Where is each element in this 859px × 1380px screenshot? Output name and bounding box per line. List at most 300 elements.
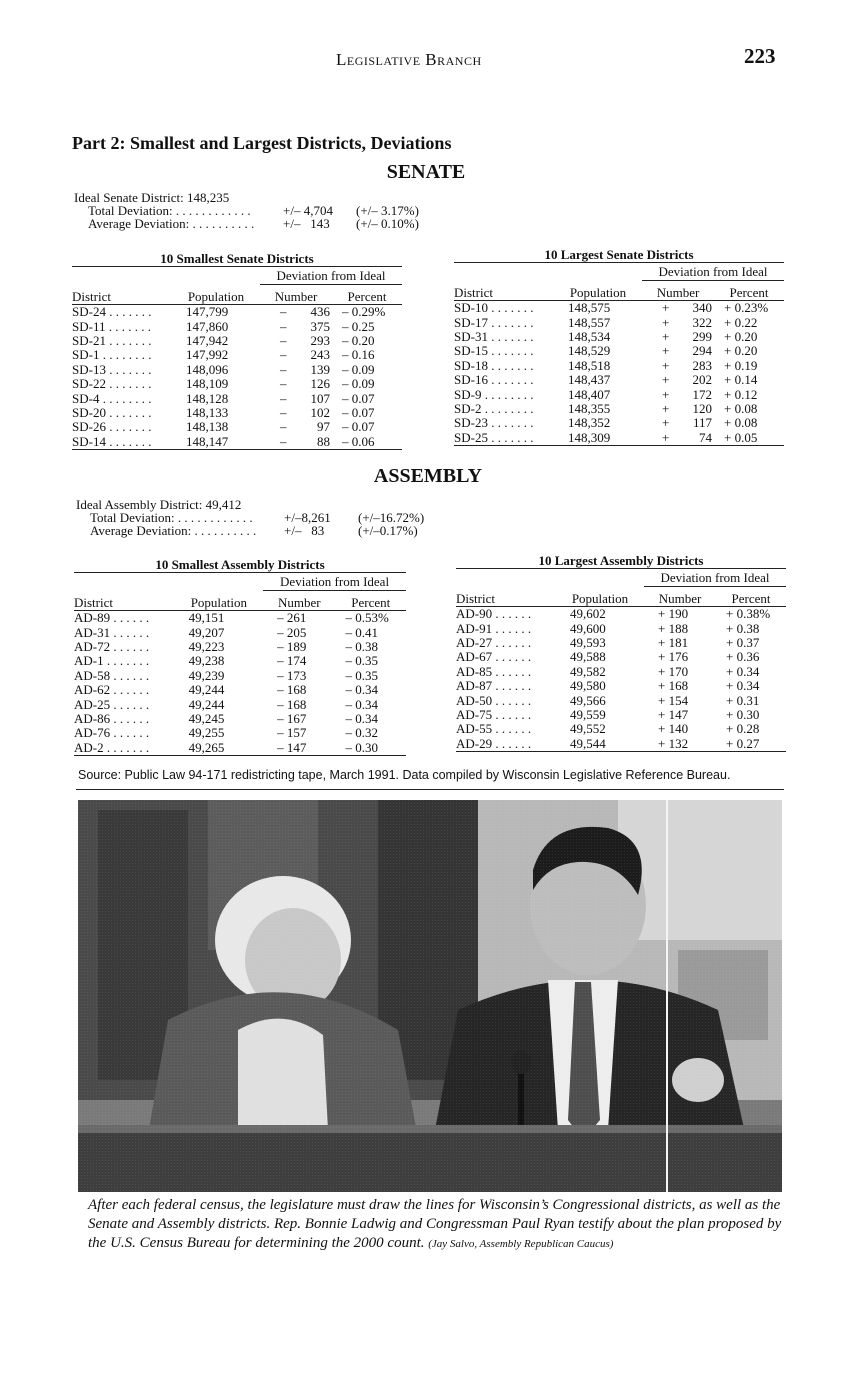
percent: (+/– 3.17%) (356, 203, 419, 218)
photo-caption (88, 1196, 788, 1254)
assembly-smallest-table (74, 572, 406, 756)
table-row (74, 741, 406, 756)
table-row (454, 416, 784, 430)
table-row (72, 420, 402, 434)
number-cell (642, 301, 714, 316)
assembly-average-deviation (76, 524, 436, 537)
population: 148,096 (186, 361, 229, 377)
table-row (456, 693, 786, 707)
percent: + 0.37 (726, 634, 760, 650)
percent: + 0.08 (724, 400, 758, 416)
header-spacer (74, 573, 175, 591)
population: 49,580 (570, 678, 606, 694)
col-percent: Percent (716, 587, 786, 607)
number-cell (260, 348, 332, 362)
number: 117 (692, 415, 712, 431)
district: AD-2 . . . . . . . (74, 741, 175, 756)
table-row (456, 737, 786, 752)
population: 49,244 (188, 682, 225, 698)
percent: + 0.30 (726, 706, 760, 722)
assembly-largest-title: 10 Largest Assembly Districts (538, 553, 704, 568)
district: AD-27 . . . . . . (456, 634, 532, 650)
population: 49,223 (188, 638, 225, 654)
district: SD-21 . . . . . . . (72, 332, 152, 348)
part-title: Part 2: Smallest and Largest Districts, Deviations (72, 133, 452, 153)
percent: – 0.34 (345, 696, 379, 712)
number-cell (642, 387, 714, 401)
district: AD-72 . . . . . . (74, 638, 150, 654)
table-row (74, 640, 406, 654)
number: 375 (310, 318, 330, 334)
table-row (456, 679, 786, 693)
percent: + 0.20 (724, 328, 758, 344)
number-cell (260, 363, 332, 377)
sign: – (280, 304, 287, 320)
population: 49,245 (188, 710, 225, 726)
number: + 190 (658, 606, 689, 622)
number-cell (260, 377, 332, 391)
value: +/– 4,704 (283, 203, 333, 218)
population: 147,860 (186, 318, 229, 334)
number: + 147 (658, 706, 689, 722)
population: 148,355 (568, 400, 611, 416)
number: – 261 (277, 610, 307, 626)
assembly-ideal-district: Ideal Assembly District: 49,412 (76, 497, 242, 512)
number-cell (642, 315, 714, 329)
table-row (454, 315, 784, 329)
population: 148,147 (172, 435, 260, 450)
number-cell (642, 344, 714, 358)
sign: – (280, 361, 287, 377)
percent: – 0.07 (342, 390, 375, 406)
value: +/– 143 (283, 216, 330, 231)
district: AD-58 . . . . . . (74, 667, 150, 683)
number: 202 (692, 372, 712, 388)
table-row (72, 391, 402, 405)
sign: – (280, 347, 287, 363)
percent: + 0.08 (724, 415, 758, 431)
number: 172 (692, 386, 712, 402)
assembly-heading: ASSEMBLY (373, 465, 483, 487)
population: 49,265 (175, 741, 264, 756)
sign: – (280, 376, 287, 392)
district: SD-17 . . . . . . . (454, 314, 534, 330)
table-row (72, 363, 402, 377)
running-header: Legislative Branch (336, 50, 482, 69)
table-row (456, 665, 786, 679)
table-row (454, 344, 784, 358)
number: 293 (310, 332, 330, 348)
sign: + (662, 372, 670, 388)
district: SD-25 . . . . . . . (454, 431, 554, 446)
photo-illustration (78, 800, 782, 1192)
number-cell (260, 406, 332, 420)
page-number: 223 (744, 44, 776, 68)
percent: + 0.22 (724, 314, 758, 330)
district: AD-90 . . . . . . (456, 606, 532, 622)
sign: + (662, 314, 670, 330)
number: 139 (310, 361, 330, 377)
percent: + 0.23% (724, 300, 769, 316)
population: 49,582 (570, 663, 606, 679)
col-percent: Percent (714, 281, 784, 301)
percent: – 0.35 (345, 653, 379, 669)
percent: – 0.07 (342, 419, 375, 435)
number: – 157 (277, 725, 307, 741)
district: SD-18 . . . . . . . (454, 357, 534, 373)
percent: – 0.25 (342, 318, 375, 334)
number-cell (260, 334, 332, 348)
district: AD-55 . . . . . . (456, 721, 532, 737)
table-row (454, 387, 784, 401)
header-spacer (556, 569, 644, 587)
number: + 181 (658, 634, 689, 650)
value: +/–8,261 (284, 510, 331, 525)
population: 148,128 (186, 390, 229, 406)
number: 102 (310, 404, 330, 420)
district: SD-2 . . . . . . . . (454, 400, 534, 416)
population: 49,151 (188, 610, 225, 626)
district: SD-15 . . . . . . . (454, 343, 534, 359)
number: + 170 (658, 663, 689, 679)
district: SD-9 . . . . . . . . (454, 386, 534, 402)
header-spacer (175, 573, 264, 591)
population: 148,437 (568, 372, 611, 388)
number: + 154 (658, 692, 689, 708)
number: – 147 (263, 741, 335, 756)
sign: + (662, 415, 670, 431)
population: 148,575 (568, 300, 611, 316)
district: SD-22 . . . . . . . (72, 376, 152, 392)
population: 49,600 (570, 620, 606, 636)
district: SD-11 . . . . . . . (72, 318, 151, 334)
percent: – 0.38 (345, 638, 379, 654)
population: 49,602 (570, 606, 606, 622)
number: – 189 (277, 638, 307, 654)
col-population: Population (172, 285, 260, 305)
population: 148,138 (186, 419, 229, 435)
senate-smallest-table (72, 266, 402, 450)
number: – 205 (277, 624, 307, 640)
table-row (454, 402, 784, 416)
population: 147,942 (186, 332, 229, 348)
district: AD-1 . . . . . . . (74, 653, 150, 669)
caption-credit: (Jay Salvo, Assembly Republican Caucus) (428, 1238, 614, 1250)
population: 49,239 (188, 667, 225, 683)
percent: + 0.28 (726, 721, 760, 737)
population: 148,534 (568, 328, 611, 344)
percent: – 0.29% (342, 304, 386, 320)
senate-ideal-block (74, 191, 434, 230)
sign: – (280, 318, 287, 334)
population: 148,557 (568, 314, 611, 330)
district: AD-62 . . . . . . (74, 682, 150, 698)
table-row (454, 431, 784, 446)
percent: – 0.32 (345, 725, 379, 741)
assembly-ideal-block (76, 498, 436, 537)
population: 49,255 (188, 725, 225, 741)
district: SD-23 . . . . . . . (454, 415, 534, 431)
percent: + 0.34 (726, 678, 760, 694)
number-cell (642, 431, 714, 446)
header-spacer (454, 263, 554, 281)
number: + 132 (644, 737, 716, 752)
deviation-header: Deviation from Ideal (642, 263, 784, 281)
col-percent: Percent (332, 285, 402, 305)
number: – 167 (277, 710, 307, 726)
table-row (74, 697, 406, 711)
percent: – 0.09 (342, 361, 375, 377)
label: Total Deviation: . . . . . . . . . . . . (90, 510, 253, 525)
table-row (456, 650, 786, 664)
number: 294 (692, 343, 712, 359)
table-row (74, 669, 406, 683)
col-percent: Percent (336, 591, 406, 611)
district: SD-4 . . . . . . . . (72, 390, 152, 406)
header-spacer (456, 569, 556, 587)
assembly-smallest-title: 10 Smallest Assembly Districts (155, 557, 325, 572)
number: 322 (692, 314, 712, 330)
label: Average Deviation: . . . . . . . . . . (88, 216, 255, 231)
header-spacer (72, 267, 172, 285)
number: 97 (317, 419, 330, 435)
district: SD-13 . . . . . . . (72, 361, 152, 377)
table-row (72, 348, 402, 362)
sign: + (662, 300, 670, 316)
caption-text: After each federal census, the legislature must draw the lines for Wisconsin’s Congressional districts, as well as the Senate and Assembly districts. Rep. Bonnie Ladwig and Congressman Paul Ryan testify about the plan proposed by the U.S. Census Bureau for determining the 2000 count. (88, 1197, 782, 1251)
percent: + 0.38 (726, 620, 760, 636)
population: 148,109 (186, 376, 229, 392)
population: 148,352 (568, 415, 611, 431)
col-population: Population (554, 281, 642, 301)
senate-largest-title: 10 Largest Senate Districts (544, 247, 694, 262)
number: – 168 (277, 696, 307, 712)
district: AD-25 . . . . . . (74, 696, 150, 712)
district: SD-16 . . . . . . . (454, 372, 534, 388)
source-note: Source: Public Law 94-171 redistricting tape, March 1991. Data compiled by Wisconsin Legislative Reference Bureau. (78, 768, 731, 782)
table-row (72, 435, 402, 450)
col-district: District (456, 587, 556, 607)
senate-ideal-district: Ideal Senate District: 148,235 (74, 190, 230, 205)
sign: + (662, 429, 670, 445)
percent: – 0.53% (345, 610, 389, 626)
district: SD-31 . . . . . . . (454, 328, 534, 344)
table-row (72, 305, 402, 320)
population: 148,518 (568, 357, 611, 373)
percent: + 0.05 (714, 431, 784, 446)
percent: + 0.14 (724, 372, 758, 388)
table-row (454, 330, 784, 344)
senate-largest-table (454, 262, 784, 446)
table-row (454, 301, 784, 316)
table-row (74, 683, 406, 697)
percent: (+/– 0.10%) (356, 216, 419, 231)
table-row (74, 726, 406, 740)
col-number: Number (644, 587, 716, 607)
percent: + 0.36 (726, 649, 760, 665)
deviation-header: Deviation from Ideal (644, 569, 786, 587)
population: 148,529 (568, 343, 611, 359)
percent: + 0.12 (724, 386, 758, 402)
number: + 140 (658, 721, 689, 737)
number: 436 (310, 304, 330, 320)
population: 49,207 (188, 624, 225, 640)
population: 49,566 (570, 692, 606, 708)
sign: – (280, 433, 287, 449)
number-cell (260, 435, 332, 450)
sign: + (662, 328, 670, 344)
percent: – 0.16 (342, 347, 375, 363)
photo-testimony (78, 800, 782, 1192)
sign: – (280, 419, 287, 435)
percent: – 0.20 (342, 332, 375, 348)
table-row (456, 607, 786, 622)
percent: – 0.35 (345, 667, 379, 683)
district: AD-50 . . . . . . (456, 692, 532, 708)
percent: + 0.19 (724, 357, 758, 373)
table-row (72, 319, 402, 333)
population: 147,992 (186, 347, 229, 363)
percent: – 0.06 (332, 435, 402, 450)
table-row (74, 654, 406, 668)
number-cell (260, 420, 332, 434)
senate-heading: SENATE (386, 161, 466, 183)
district: AD-29 . . . . . . (456, 737, 556, 752)
label: Average Deviation: . . . . . . . . . . (90, 523, 257, 538)
population: 148,309 (554, 431, 642, 446)
number-cell (260, 305, 332, 320)
number: – 168 (277, 682, 307, 698)
percent: – 0.07 (342, 404, 375, 420)
district: AD-67 . . . . . . (456, 649, 532, 665)
label: Total Deviation: . . . . . . . . . . . . (88, 203, 251, 218)
district: AD-75 . . . . . . (456, 706, 532, 722)
district: SD-14 . . . . . . . (72, 435, 172, 450)
population: 148,133 (186, 404, 229, 420)
table-row (74, 625, 406, 639)
district: SD-24 . . . . . . . (72, 304, 152, 320)
number: 120 (692, 400, 712, 416)
table-row (72, 406, 402, 420)
senate-average-deviation (74, 217, 434, 230)
number-cell (642, 330, 714, 344)
number: 283 (692, 357, 712, 373)
table-row (454, 359, 784, 373)
population: 49,559 (570, 706, 606, 722)
number: 126 (310, 376, 330, 392)
table-row (72, 334, 402, 348)
col-district: District (72, 285, 172, 305)
col-population: Population (556, 587, 644, 607)
percent: + 0.38% (726, 606, 771, 622)
number: 340 (692, 300, 712, 316)
percent: + 0.27 (716, 737, 786, 752)
table-row (74, 611, 406, 626)
number-cell (642, 402, 714, 416)
number-cell (260, 319, 332, 333)
percent: – 0.41 (345, 624, 379, 640)
number-cell (642, 416, 714, 430)
district: SD-10 . . . . . . . (454, 300, 534, 316)
source-rule (76, 789, 784, 790)
district: AD-91 . . . . . . (456, 620, 532, 636)
district: AD-87 . . . . . . (456, 678, 532, 694)
population: 49,244 (188, 696, 225, 712)
sign: – (280, 390, 287, 406)
sign: + (662, 386, 670, 402)
col-number: Number (263, 591, 335, 611)
district: AD-76 . . . . . . (74, 725, 150, 741)
number: 299 (692, 328, 712, 344)
deviation-header: Deviation from Ideal (260, 267, 402, 285)
percent: – 0.09 (342, 376, 375, 392)
population: 49,544 (556, 737, 644, 752)
percent: – 0.34 (345, 710, 379, 726)
sign: – (280, 404, 287, 420)
header-spacer (172, 267, 260, 285)
district: SD-1 . . . . . . . . (72, 347, 152, 363)
senate-smallest-title: 10 Smallest Senate Districts (160, 251, 314, 266)
col-district: District (74, 591, 175, 611)
population: 49,552 (570, 721, 606, 737)
district: AD-86 . . . . . . (74, 710, 150, 726)
number: + 188 (658, 620, 689, 636)
district: SD-20 . . . . . . . (72, 404, 152, 420)
col-district: District (454, 281, 554, 301)
percent: + 0.20 (724, 343, 758, 359)
number: + 168 (658, 678, 689, 694)
district: AD-89 . . . . . . (74, 610, 150, 626)
number-cell (260, 391, 332, 405)
population: 148,407 (568, 386, 611, 402)
assembly-largest-table (456, 568, 786, 752)
header-spacer (554, 263, 642, 281)
number: 243 (310, 347, 330, 363)
col-number: Number (642, 281, 714, 301)
deviation-header: Deviation from Ideal (263, 573, 406, 591)
district: SD-26 . . . . . . . (72, 419, 152, 435)
population: 49,588 (570, 649, 606, 665)
population: 147,799 (186, 304, 229, 320)
number: – 174 (277, 653, 307, 669)
table-row (456, 708, 786, 722)
percent: – 0.30 (336, 741, 406, 756)
population: 49,593 (570, 634, 606, 650)
percent: – 0.34 (345, 682, 379, 698)
number: 88 (317, 433, 330, 449)
table-row (456, 722, 786, 736)
number-cell (642, 359, 714, 373)
table-row (74, 712, 406, 726)
population: 49,238 (188, 653, 225, 669)
number: 107 (310, 390, 330, 406)
percent: (+/–16.72%) (358, 510, 425, 525)
table-row (72, 377, 402, 391)
sign: – (280, 332, 287, 348)
value: +/– 83 (284, 523, 325, 538)
sign: + (662, 400, 670, 416)
number-cell (642, 373, 714, 387)
col-number: Number (260, 285, 332, 305)
percent: + 0.31 (726, 692, 760, 708)
table-row (456, 621, 786, 635)
table-row (454, 373, 784, 387)
percent: (+/–0.17%) (358, 523, 418, 538)
number: – 173 (277, 667, 307, 683)
table-row (456, 636, 786, 650)
district: AD-85 . . . . . . (456, 663, 532, 679)
district: AD-31 . . . . . . (74, 624, 150, 640)
